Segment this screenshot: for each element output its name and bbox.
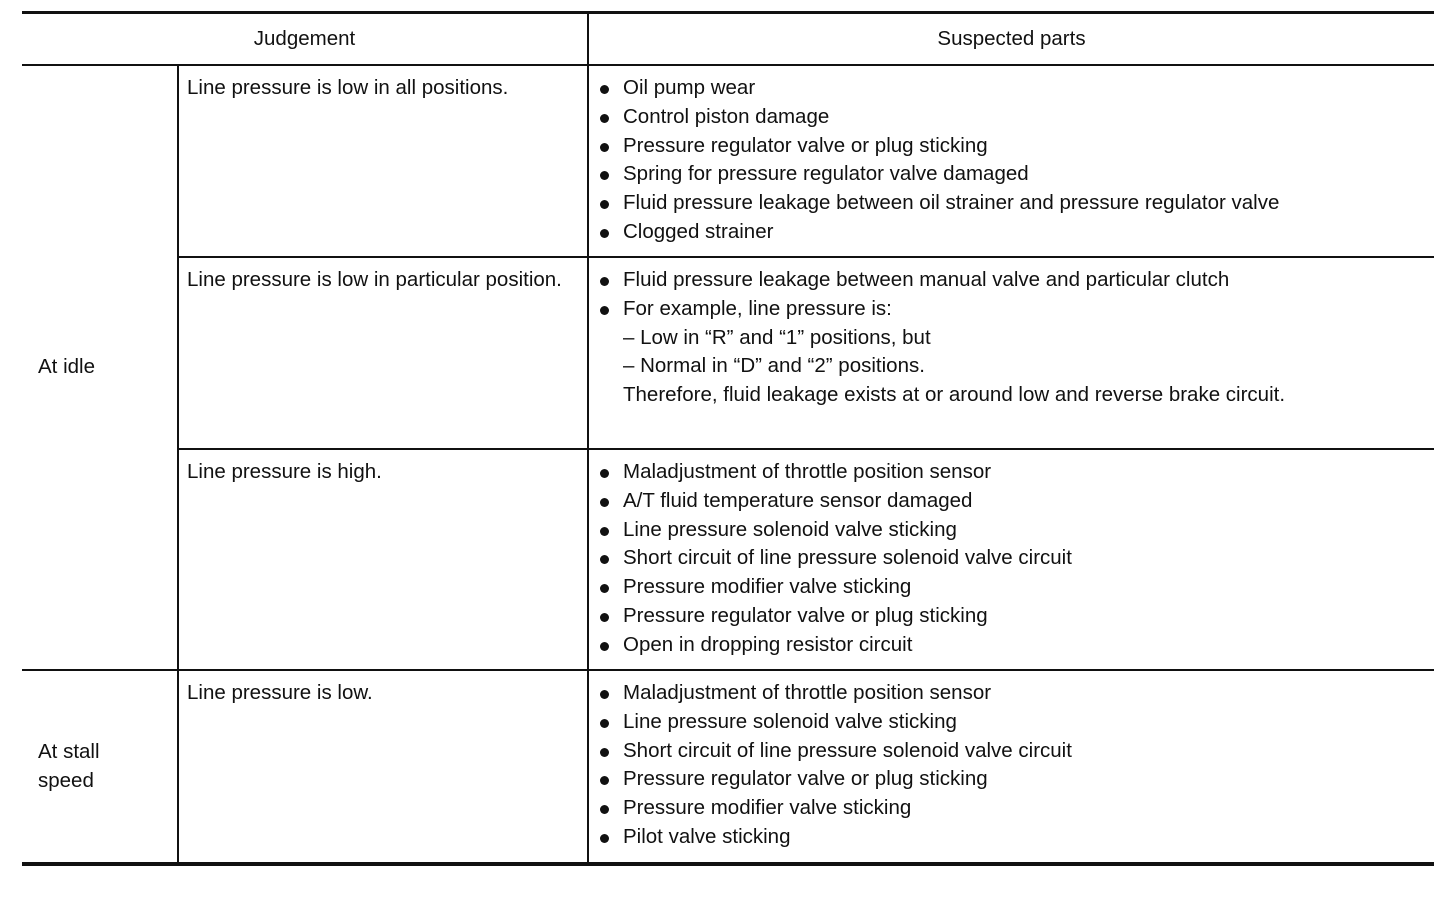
list-item: Line pressure solenoid valve sticking [597,708,1428,737]
suspected-parts-list [597,679,1428,852]
group-label-line: speed [38,768,94,792]
judgement-cell: Line pressure is low in particular position. [178,257,588,449]
sub-list-item: – Low in “R” and “1” positions, but [623,325,931,349]
list-item: Clogged strainer [597,218,1428,247]
list-item: Fluid pressure leakage between manual valve and particular clutch [597,266,1428,295]
line-pressure-diagnosis-table [22,11,1434,866]
list-item: A/T fluid temperature sensor damaged [597,487,1428,516]
sub-list-item: – Normal in “D” and “2” positions. [623,354,925,378]
list-item: Pressure modifier valve sticking [597,573,1428,602]
table-row [22,449,1434,670]
suspected-parts-cell [588,257,1434,449]
list-item: Maladjustment of throttle position sensor [597,679,1428,708]
suspected-parts-cell [588,65,1434,257]
list-item: For example, line pressure is: [597,295,1428,324]
group-label-at-idle [22,65,178,670]
suspected-parts-cell [588,670,1434,864]
header-row [22,13,1434,66]
list-item: Open in dropping resistor circuit [597,631,1428,660]
judgement-cell: Line pressure is low. [178,670,588,864]
suspected-parts-list [597,74,1428,247]
list-item: Pressure regulator valve or plug sticking [597,132,1428,161]
suspected-parts-list [597,266,1428,410]
judgement-cell: Line pressure is high. [178,449,588,670]
list-item: Line pressure solenoid valve sticking [597,516,1428,545]
list-item: Control piston damage [597,103,1428,132]
list-item: Oil pump wear [597,74,1428,103]
list-item: Short circuit of line pressure solenoid valve circuit [597,544,1428,573]
list-item: Pressure modifier valve sticking [597,794,1428,823]
group-label-text: At idle [38,355,95,379]
judgement-cell: Line pressure is low in all positions. [178,65,588,257]
conclusion-text: Therefore, fluid leakage exists at or around low and reverse brake circuit. [623,383,1286,407]
suspected-parts-list [597,458,1428,660]
list-item: Pilot valve sticking [597,823,1428,852]
suspected-parts-cell [588,449,1434,670]
list-item: Pressure regulator valve or plug sticking [597,602,1428,631]
group-label-at-stall-speed [22,670,178,864]
table-row [22,257,1434,449]
table-row [22,670,1434,864]
header-judgement: Judgement [22,13,588,66]
header-suspected-parts: Suspected parts [588,13,1434,66]
list-item: Maladjustment of throttle position sensor [597,458,1428,487]
list-item: Spring for pressure regulator valve damaged [597,160,1428,189]
list-item: Short circuit of line pressure solenoid valve circuit [597,737,1428,766]
group-label-line: At stall [38,739,100,763]
table-row [22,65,1434,257]
list-item: Pressure regulator valve or plug sticking [597,765,1428,794]
diagnosis-table-container [22,11,1434,866]
list-item: Fluid pressure leakage between oil strainer and pressure regulator valve [597,189,1428,218]
